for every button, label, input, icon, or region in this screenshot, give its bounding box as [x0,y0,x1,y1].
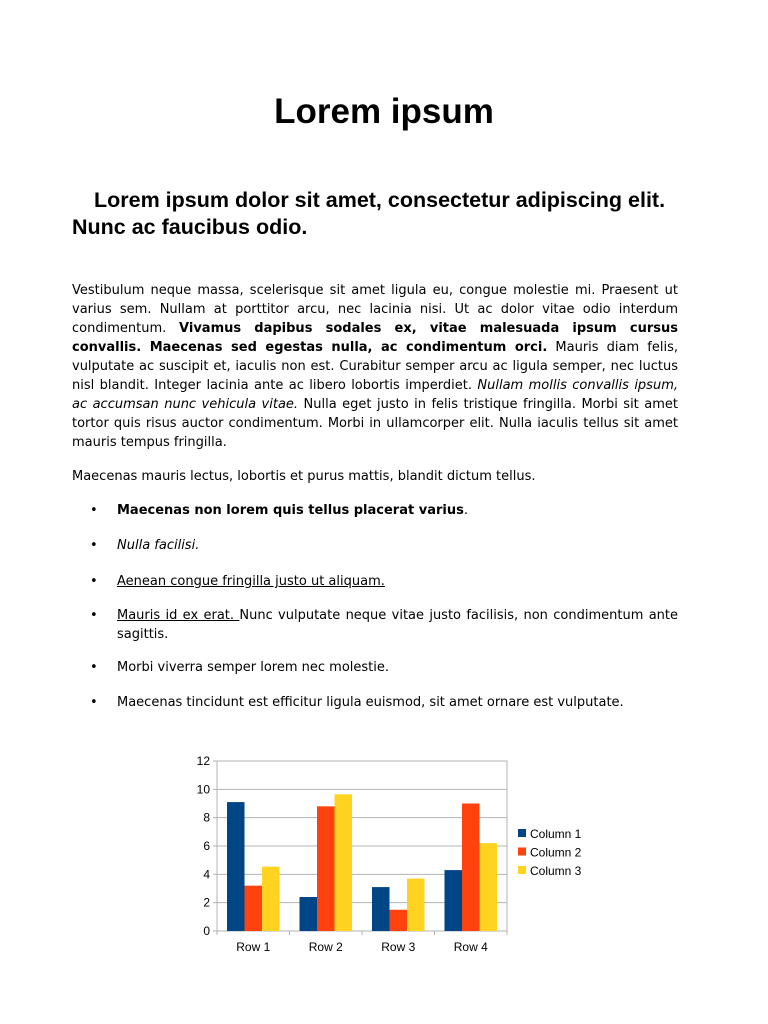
page-title: Lorem ipsum [274,92,494,131]
y-tick-label: 6 [203,839,210,853]
list-item [72,572,678,591]
bar [407,879,425,931]
x-tick-label: Row 1 [236,940,271,954]
bullet-list [72,501,678,712]
list-item [72,606,678,644]
legend-label: Column 2 [530,845,582,860]
bar-chart [180,748,600,963]
para1-italic-text: Nullam mollis convallis ipsum, ac accumsan nunc vehicula vitae. [72,378,678,412]
x-tick-label: Row 3 [381,940,416,954]
list-item-text: Nunc vulputate neque vitae justo facilisis, non condimentum ante sagittis. [117,608,678,642]
bar [390,910,408,931]
list-item-italic-text: Nulla facilisi. [117,538,200,553]
list-item-underlined-text: Aenean congue fringilla justo ut aliquam. [117,574,385,589]
para1-text-1: Vestibulum neque massa, scelerisque sit amet ligula eu, congue molestie mi. Praesent ut varius sem. Nullam at porttitor arcu, nec lacinia nisi. Ut ac dolor vitae odio interdum condimentum. [72,283,678,336]
y-tick-label: 8 [203,810,210,825]
list-item-text: . [463,503,468,518]
para1-text-3: Nulla eget justo in felis tristique fringilla. Morbi sit amet tortor quis risus auctor condimentum. Morbi in ullamcorper elit. Nulla iaculis tellus sit amet mauris tempus fringilla. [72,397,678,450]
list-item-bold-text: Maecenas non lorem quis tellus placerat varius [117,503,464,518]
bar [372,887,390,931]
y-tick-label: 2 [203,895,210,910]
bar [335,794,353,931]
list-item-text: Morbi viverra semper lorem nec molestie. [117,660,390,675]
list-item [72,658,678,677]
bar [300,897,318,931]
bullet-icon: • [90,503,98,518]
list-item [72,536,678,555]
para1-bold-text: Vivamus dapibus sodales ex, vitae malesuada ipsum cursus convallis. Maecenas sed egestas nulla, ac condimentum orci. [72,321,678,355]
bar [262,867,280,931]
para1-text-2: Mauris diam felis, vulputate ac suscipit et, iaculis non est. Curabitur semper arcu ac ligula semper, nec luctus nisl blandit. Integer lacinia ante ac libero lobortis imperdiet. [72,340,679,393]
bar [445,870,463,931]
list-item [72,501,678,520]
y-tick-label: 4 [203,867,210,882]
list-item-underlined-text: Mauris id ex erat. [117,608,240,623]
y-tick-label: 12 [196,754,210,768]
bar [317,806,335,931]
bullet-icon: • [90,574,98,589]
legend-label: Column 3 [530,864,582,878]
bar [480,843,498,931]
list-item [72,693,678,712]
bar [227,802,245,931]
x-tick-label: Row 2 [308,940,343,954]
bullet-icon: • [90,538,98,553]
bullet-icon: • [90,608,98,623]
y-tick-label: 10 [196,782,210,797]
body-paragraph-1 [72,281,678,452]
list-item-text: Maecenas tincidunt est efficitur ligula euismod, sit amet ornare est vulputate. [117,695,624,710]
legend-swatch [518,848,526,856]
bar [462,804,480,932]
y-tick-label: 0 [203,924,210,938]
x-tick-label: Row 4 [453,940,488,954]
bullet-icon: • [90,695,98,710]
document-subtitle: Lorem ipsum dolor sit amet, consectetur adipiscing elit. Nunc ac faucibus odio. [72,188,666,239]
legend-label: Column 1 [530,827,582,841]
bar [245,886,263,931]
bullet-icon: • [90,660,98,675]
legend-swatch [518,866,526,874]
legend-swatch [518,829,526,837]
body-paragraph-2: Maecenas mauris lectus, lobortis et purus mattis, blandit dictum tellus. [72,469,536,484]
